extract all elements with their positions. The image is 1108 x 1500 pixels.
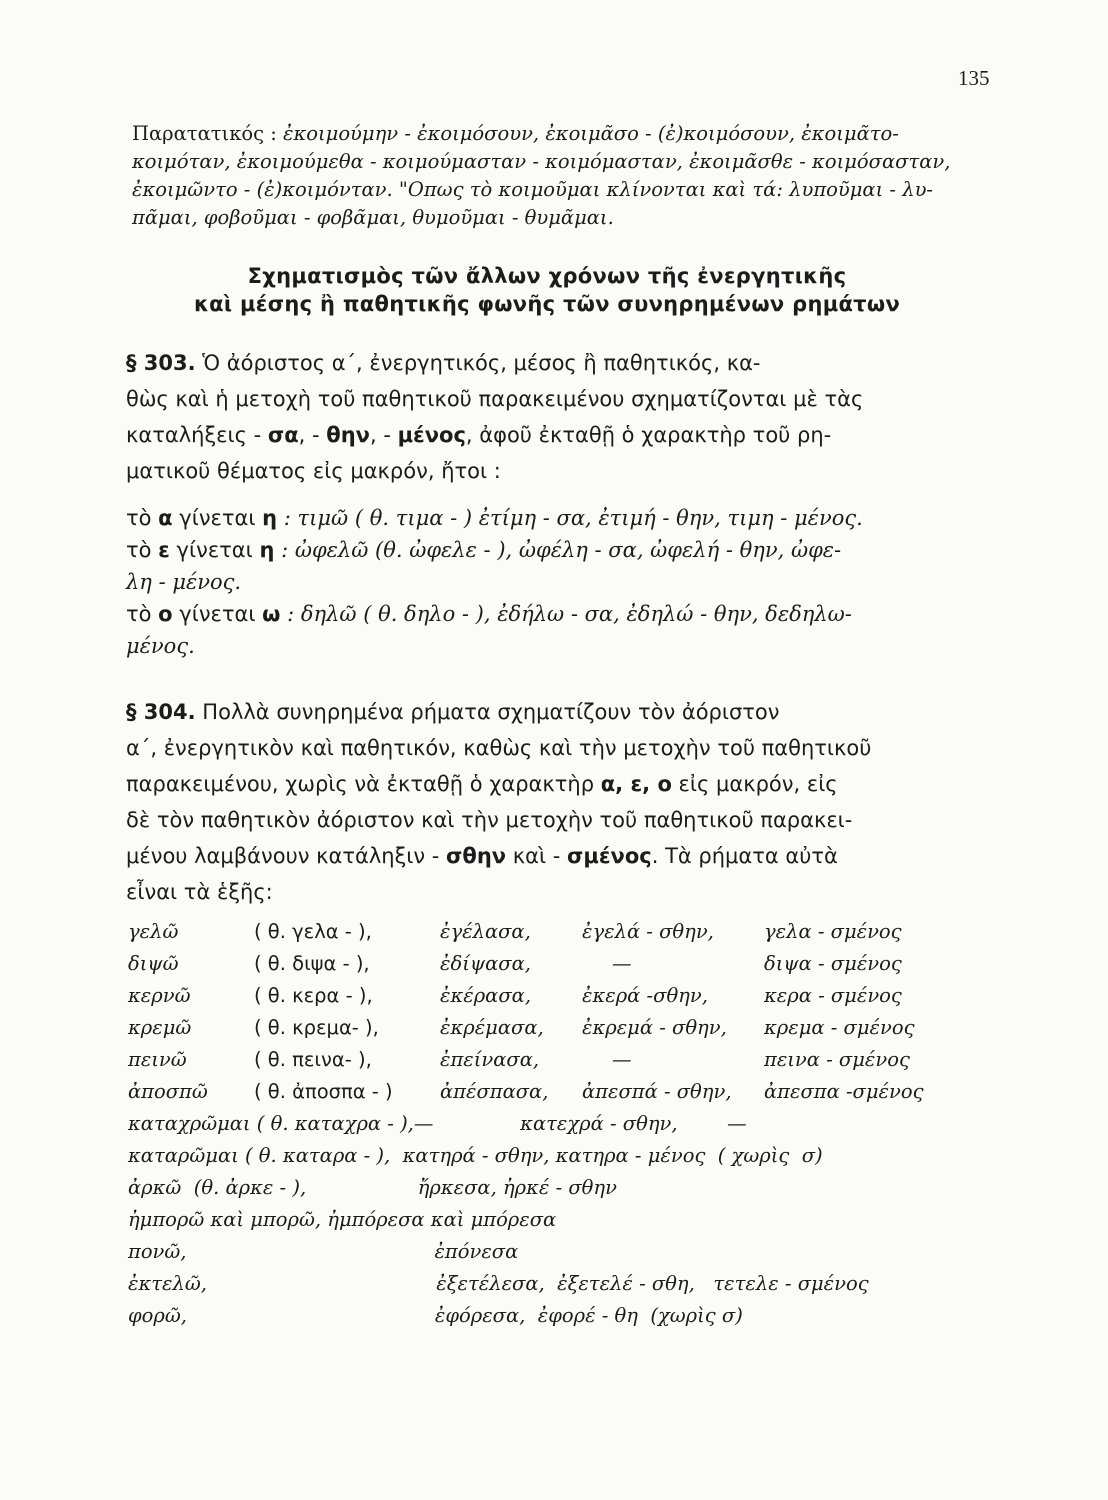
p304-line	[126, 766, 956, 802]
verb-line: ἀρκῶ (θ. ἀρκε - ), ἤρκεσα, ἠρκέ - σθην	[128, 1176, 617, 1199]
verb-line: ἐκτελῶ, ἐξετέλεσα, ἐξετελέ - σθη, τετελε - σμένος	[128, 1272, 869, 1295]
verb: κρεμῶ	[128, 1016, 192, 1039]
heading-line-2: καὶ μέσης ἢ παθητικῆς φωνῆς τῶν συνηρημένων ρημάτων	[193, 292, 901, 316]
example-forms: : δηλῶ ( θ. δηλο - ), ἐδήλω - σα, ἐδηλώ - θην, δεδηλω-	[280, 602, 852, 626]
verb-stem: ( θ. κερα - ),	[254, 984, 373, 1007]
verb: ἀποσπῶ	[128, 1080, 208, 1103]
verb-line: καταχρῶμαι ( θ. καταχρα - ),— κατεχρά - σθην, —	[128, 1112, 747, 1135]
verb-stem: ( θ. πεινα- ),	[254, 1048, 372, 1071]
intro-line: ἐκοιμῶντο - (ἐ)κοιμόνταν. "Οπως τὸ κοιμοῦμαι κλίνονται καὶ τά: λυποῦμαι - λυ-	[132, 178, 934, 201]
example-line	[126, 534, 956, 566]
verb: διψῶ	[128, 952, 179, 975]
p303-line	[126, 417, 956, 453]
vowel-e: ε	[158, 538, 170, 562]
verb-participle: ἀπεσπα -σμένος	[764, 1080, 924, 1103]
intro-paragraph	[132, 120, 962, 232]
verb-passive: ἀπεσπά - σθην,	[582, 1080, 732, 1103]
verb-line: φορῶ, ἐφόρεσα, ἐφορέ - θη (χωρὶς σ)	[128, 1304, 743, 1327]
verb-passive: —	[612, 952, 632, 975]
vowel-eta: η	[259, 538, 275, 562]
verb-participle: γελα - σμένος	[764, 920, 902, 943]
verb-row-free	[128, 1208, 968, 1240]
p303-line	[126, 345, 956, 381]
page-number: 135	[958, 66, 990, 90]
intro-line: πᾶμαι, φοβοῦμαι - φοβᾶμαι, θυμοῦμαι - θυμᾶμαι.	[132, 206, 614, 229]
section-number-303: § 303.	[126, 351, 196, 375]
verb-list	[128, 920, 968, 1336]
ending-menos: μένος	[397, 423, 466, 447]
section-heading	[132, 262, 962, 318]
verb-row	[128, 984, 968, 1016]
vowel-o: ο	[158, 602, 173, 626]
verb-aorist: ἐγέλασα,	[440, 920, 531, 943]
verb-aorist: ἐκέρασα,	[440, 984, 532, 1007]
characteristic-letters: α, ε, ο	[600, 772, 672, 796]
verb-row	[128, 1048, 968, 1080]
example-text: τὸ	[126, 538, 159, 562]
verb-stem: ( θ. κρεμα- ),	[254, 1016, 379, 1039]
verb-passive: ἐκερά -σθην,	[582, 984, 708, 1007]
p304-line: δὲ τὸν παθητικὸν ἀόριστον καὶ τὴν μετοχὴν τοῦ παθητικοῦ παρακει-	[126, 808, 853, 832]
example-text: γίνεται	[169, 538, 260, 562]
verb-passive: ἐγελά - σθην,	[582, 920, 714, 943]
verb-participle: κερα - σμένος	[764, 984, 902, 1007]
verb-passive: ἐκρεμά - σθην,	[582, 1016, 727, 1039]
verb: γελῶ	[128, 920, 179, 943]
verb-row-free	[128, 1176, 968, 1208]
intro-label: Παρατατικός :	[132, 122, 277, 145]
vowel-omega: ω	[262, 602, 281, 626]
verb-participle: πεινα - σμένος	[764, 1048, 910, 1071]
p303-text: , -	[369, 423, 398, 447]
example-line: μένος.	[126, 634, 195, 658]
verb-stem: ( θ. ἀποσπα - )	[254, 1080, 393, 1103]
verb-aorist: ἀπέσπασα,	[440, 1080, 549, 1103]
verb-row-free	[128, 1272, 968, 1304]
verb-row	[128, 1016, 968, 1048]
intro-line	[132, 120, 962, 148]
verb: κερνῶ	[128, 984, 191, 1007]
p303-text: , -	[298, 423, 327, 447]
example-forms: : ὠφελῶ (θ. ὠφελε - ), ὠφέλη - σα, ὠφελή - θην, ὠφε-	[274, 538, 842, 562]
verb-aorist: ἐδίψασα,	[440, 952, 531, 975]
example-forms: : τιμῶ ( θ. τιμα - ) ἐτίμη - σα, ἐτιμή - θην, τιμη - μένος.	[277, 506, 863, 530]
verb-passive: —	[612, 1048, 632, 1071]
verb-row	[128, 920, 968, 952]
verb-row-free	[128, 1112, 968, 1144]
vowel-eta: η	[262, 506, 278, 530]
example-text: τὸ	[126, 506, 159, 530]
verb-row-free	[128, 1144, 968, 1176]
p304-text: Πολλὰ συνηρημένα ρήματα σχηματίζουν τὸν ἀόριστον	[195, 700, 780, 724]
intro-text: ἐκοιμούμην - ἐκοιμόσουν, ἐκοιμᾶσο - (ἐ)κοιμόσουν, ἐκοιμᾶτο-	[276, 122, 899, 145]
heading-line-1: Σχηματισμὸς τῶν ἄλλων χρόνων τῆς ἐνεργητικῆς	[247, 264, 847, 288]
verb-line: ἠμπορῶ καὶ μπορῶ, ἠμπόρεσα καὶ μπόρεσα	[128, 1208, 557, 1231]
p303-text: Ὁ ἀόριστος α΄, ἐνεργητικός, μέσος ἢ παθητικός, κα-	[195, 351, 761, 375]
ending-smenos: σμένος	[567, 844, 652, 868]
example-text: γίνεται	[172, 602, 263, 626]
verb-row	[128, 1080, 968, 1112]
verb-aorist: ἐπείνασα,	[440, 1048, 540, 1071]
example-text: τὸ	[126, 602, 159, 626]
verb-row	[128, 952, 968, 984]
verb-stem: ( θ. διψα - ),	[254, 952, 370, 975]
p304-text: . Τὰ ρήματα αὐτὰ	[651, 844, 838, 868]
paragraph-303	[126, 345, 956, 489]
example-line	[126, 598, 956, 630]
verb-participle: διψα - σμένος	[764, 952, 902, 975]
example-line: λη - μένος.	[126, 570, 242, 594]
p303-text: καταλήξεις -	[126, 423, 268, 447]
ending-sa: σα	[267, 423, 299, 447]
verb-line: καταρῶμαι ( θ. καταρα - ), κατηρά - σθην, κατηρα - μένος ( χωρὶς σ)	[128, 1144, 823, 1167]
verb-stem: ( θ. γελα - ),	[254, 920, 372, 943]
verb-aorist: ἐκρέμασα,	[440, 1016, 544, 1039]
intro-line: κοιμόταν, ἐκοιμούμεθα - κοιμούμασταν - κοιμόμασταν, ἐκοιμᾶσθε - κοιμόσασταν,	[132, 150, 951, 173]
p303-line: θὼς καὶ ἡ μετοχὴ τοῦ παθητικοῦ παρακειμένου σχηματίζονται μὲ τὰς	[126, 387, 864, 411]
p304-line: εἶναι τὰ ἑξῆς:	[126, 880, 273, 904]
p304-text: εἰς μακρόν, εἰς	[671, 772, 838, 796]
p304-line: α΄, ἐνεργητικὸν καὶ παθητικόν, καθὼς καὶ τὴν μετοχὴν τοῦ παθητικοῦ	[126, 736, 872, 760]
examples-303	[126, 502, 956, 662]
verb-row-free	[128, 1240, 968, 1272]
p304-text: καὶ -	[506, 844, 568, 868]
example-line	[126, 502, 956, 534]
p304-text: μένου λαμβάνουν κατάληξιν -	[126, 844, 447, 868]
p303-text: , ἀφοῦ ἐκταθῇ ὁ χαρακτὴρ τοῦ ρη-	[465, 423, 832, 447]
verb-row-free	[128, 1304, 968, 1336]
example-text: γίνεται	[172, 506, 263, 530]
verb-participle: κρεμα - σμένος	[764, 1016, 915, 1039]
verb: πεινῶ	[128, 1048, 187, 1071]
p304-line	[126, 694, 956, 730]
p304-line	[126, 838, 956, 874]
verb-line: πονῶ, ἐπόνεσα	[128, 1240, 519, 1263]
p303-line: ματικοῦ θέματος εἰς μακρόν, ἤτοι :	[126, 459, 501, 483]
p304-text: παρακειμένου, χωρὶς νὰ ἐκταθῇ ὁ χαρακτὴρ	[126, 772, 601, 796]
ending-thin: θην	[326, 423, 370, 447]
ending-sthin: σθην	[446, 844, 507, 868]
vowel-a: α	[158, 506, 173, 530]
section-number-304: § 304.	[126, 700, 196, 724]
paragraph-304	[126, 694, 956, 910]
